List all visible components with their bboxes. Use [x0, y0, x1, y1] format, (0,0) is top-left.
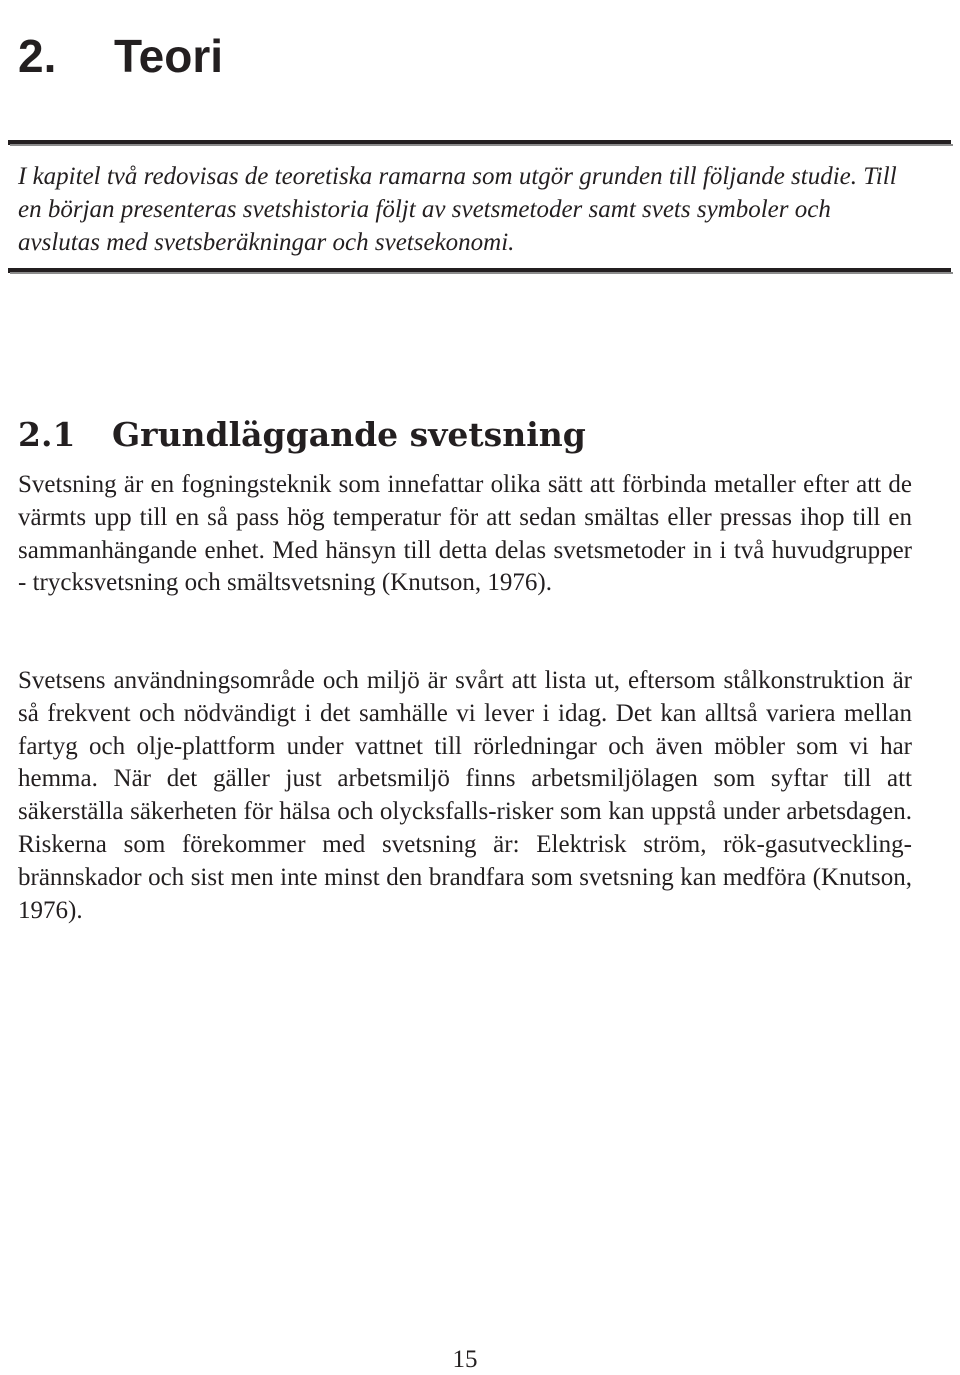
intro-top-rule: [8, 140, 951, 145]
section-title: Grundläggande svetsning: [112, 415, 586, 455]
chapter-number: 2.: [18, 29, 57, 82]
chapter-title-text: Teori: [114, 29, 224, 82]
chapter-title: [18, 31, 223, 81]
page-number: 15: [452, 1346, 478, 1373]
section-number: 2.1: [18, 415, 76, 455]
body-paragraph: Svetsning är en fogningsteknik som innefattar olika sätt att förbinda metaller efter att de värmts upp till en så pass hög temperatur för att sedan smältas eller pressas ihop till en sammanhängande enhet. Med hänsyn till detta delas svetsmetoder in i två huvudgrupper - trycksvetsning och smältsvetsning (Knutson, 1976).: [18, 471, 912, 597]
intro-bottom-rule: [8, 268, 951, 273]
body-paragraph: Svetsens användningsområde och miljö är svårt att lista ut, eftersom stålkonstruktion är så frekvent och nödvändigt i det samhälle vi lever i idag. Det kan alltså variera mellan fartyg och olje-plattform under vattnet till rörledningar och även möbler som vi har hemma. När det gäller just arbetsmiljö finns arbetsmiljölagen som syftar till att säkerställa säkerheten för hälsa och olycksfalls-risker som kan uppstå under arbetsdagen. Riskerna som förekommer med svetsning är: Elektrisk ström, rök-gasutveckling- brännskador och sist men inte minst den brandfara som svetsning kan medföra (Knutson, 1976).: [18, 667, 912, 924]
chapter-intro: I kapitel två redovisas de teoretiska ramarna som utgör grunden till följande studie. Till en början presenteras svetshistoria följt av svetsmetoder samt svets symboler och avslutas med svetsberäkningar och svetsekonomi.: [18, 163, 897, 256]
section-heading: [18, 411, 586, 459]
